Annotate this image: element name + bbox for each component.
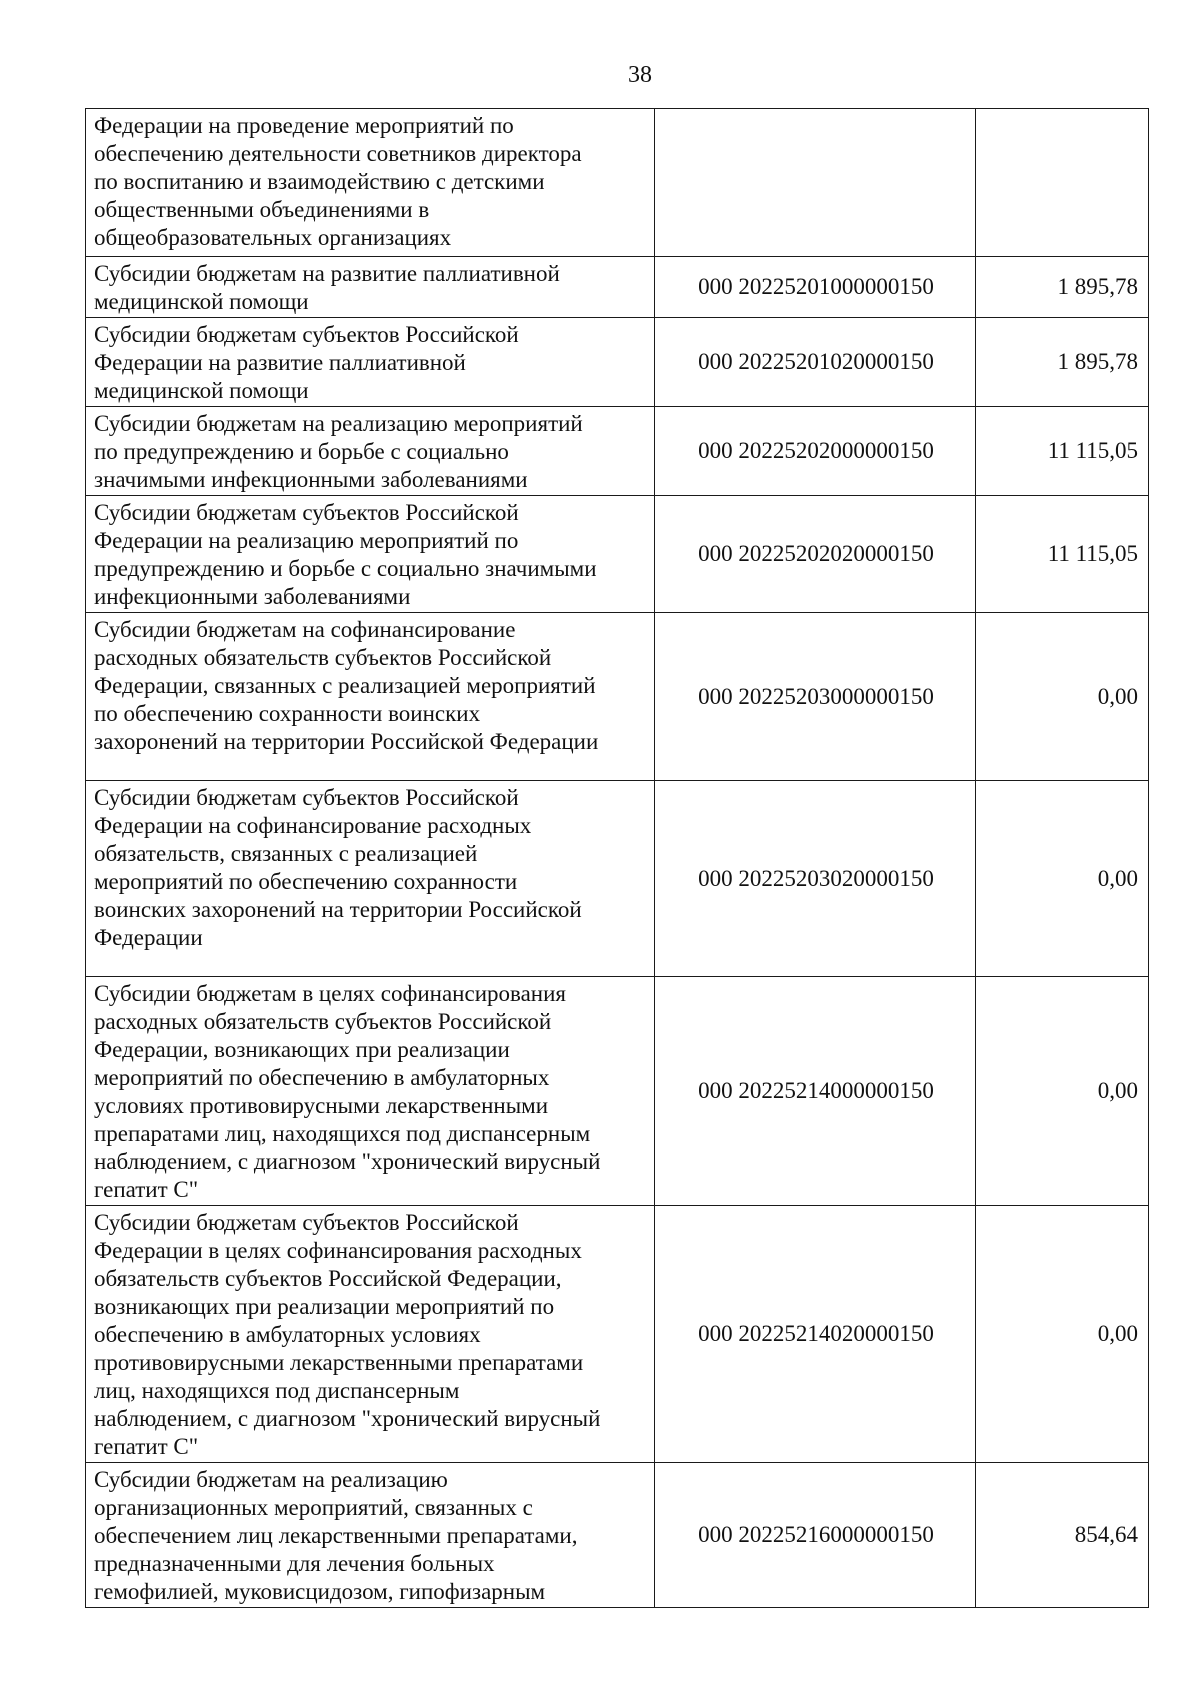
table-row [86,1463,1149,1608]
row-description [86,109,655,257]
row-code: 000 20225216000000150 [655,1463,976,1608]
row-code [655,109,976,257]
budget-table [85,108,1149,1608]
row-code: 000 20225201000000150 [655,257,976,318]
row-amount: 1 895,78 [976,257,1149,318]
row-amount: 0,00 [976,781,1149,977]
row-description [86,1463,655,1608]
row-description-text: Субсидии бюджетам на реализацию организационных мероприятий, связанных с обеспечением лиц лекарственными препаратами, предназначенными для лечения больных гемофилией, муковисцидозом, гипофизарным [94,1467,578,1604]
table-row [86,407,1149,496]
row-description-text: Субсидии бюджетам на реализацию мероприятий по предупреждению и борьбе с социально значимыми инфекционными заболеваниями [94,411,583,492]
row-description [86,977,655,1206]
row-description [86,407,655,496]
table-row [86,109,1149,257]
row-description [86,781,655,977]
row-description-text: Субсидии бюджетам субъектов Российской Федерации на развитие паллиативной медицинской помощи [94,322,519,403]
row-code: 000 20225214020000150 [655,1206,976,1463]
row-description [86,613,655,781]
table-row [86,613,1149,781]
row-code: 000 20225203000000150 [655,613,976,781]
table-row [86,781,1149,977]
row-description-text: Субсидии бюджетам субъектов Российской Федерации в целях софинансирования расходных обязательств субъектов Российской Федерации, возникающих при реализации мероприятий по обеспечению в амбулаторных условиях противовирусными лекарственными препаратами лиц, находящихся под диспансерным наблюдением, с диагнозом "хронический вирусный гепатит С" [94,1210,601,1459]
table-row [86,318,1149,407]
row-amount: 854,64 [976,1463,1149,1608]
row-description-text: Субсидии бюджетам на развитие паллиативной медицинской помощи [94,261,560,314]
row-description-text: Федерации на проведение мероприятий по обеспечению деятельности советников директора по воспитанию и взаимодействию с детскими общественными объединениями в общеобразовательных организациях [94,113,582,250]
page-number: 38 [628,62,652,88]
row-code: 000 20225202000000150 [655,407,976,496]
row-amount [976,109,1149,257]
row-amount: 0,00 [976,1206,1149,1463]
row-code: 000 20225201020000150 [655,318,976,407]
row-amount: 11 115,05 [976,496,1149,613]
row-description-text: Субсидии бюджетам на софинансирование расходных обязательств субъектов Российской Федерации, связанных с реализацией мероприятий по обеспечению сохранности воинских захоронений на территории Российской Федерации [94,617,599,754]
row-description [86,318,655,407]
table-row [86,977,1149,1206]
table-row [86,1206,1149,1463]
table-row [86,496,1149,613]
table-row [86,257,1149,318]
row-description [86,1206,655,1463]
row-code: 000 20225203020000150 [655,781,976,977]
row-description-text: Субсидии бюджетам в целях софинансирования расходных обязательств субъектов Российской Федерации, возникающих при реализации мероприятий по обеспечению в амбулаторных условиях противовирусными лекарственными препаратами лиц, находящихся под диспансерным наблюдением, с диагнозом "хронический вирусный гепатит С" [94,981,601,1202]
row-amount: 1 895,78 [976,318,1149,407]
row-code: 000 20225202020000150 [655,496,976,613]
row-description [86,496,655,613]
row-code: 000 20225214000000150 [655,977,976,1206]
row-amount: 0,00 [976,977,1149,1206]
row-amount: 0,00 [976,613,1149,781]
row-description [86,257,655,318]
row-description-text: Субсидии бюджетам субъектов Российской Федерации на реализацию мероприятий по предупреждению и борьбе с социально значимыми инфекционными заболеваниями [94,500,597,609]
row-amount: 11 115,05 [976,407,1149,496]
row-description-text: Субсидии бюджетам субъектов Российской Федерации на софинансирование расходных обязательств, связанных с реализацией мероприятий по обеспечению сохранности воинских захоронений на территории Российской Федерации [94,785,582,950]
